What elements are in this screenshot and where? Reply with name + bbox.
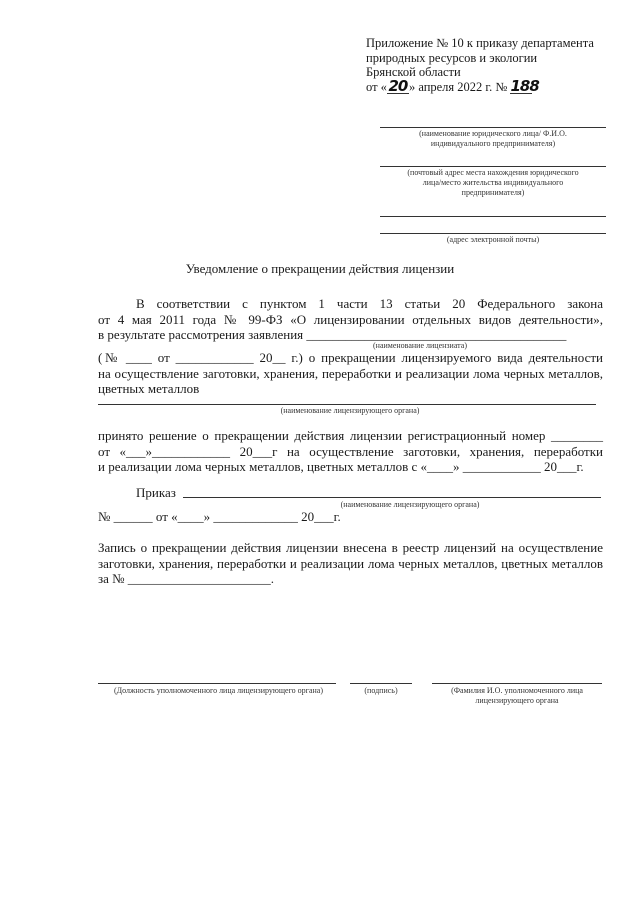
p1-line-2: от 4 мая 2011 года № 99-ФЗ «О лицензировании отдельных видов деятельности», [98, 311, 603, 327]
name-caption: (Фамилия И.О. уполномоченного лица лицензирующего органа [451, 686, 583, 705]
p1-line-4: (№ ____ от ____________ 20__ г.) о прекращении лицензируемого вида деятельности [98, 350, 603, 365]
p1-line-1: В соответствии с пунктом 1 части 13 статьи 20 Федерального закона [136, 296, 603, 311]
order-number-line: № ______ от «____» _____________ 20___г. [98, 509, 341, 524]
registry-line-3: за № ______________________. [98, 571, 275, 586]
signature-line [350, 683, 412, 684]
appendix-line-3: Брянской области [366, 65, 461, 79]
addressee-email-line [380, 233, 606, 234]
date-day-handwritten: 20 [388, 76, 408, 95]
position-signature-line [98, 683, 336, 684]
p2-line-1: принято решение о прекращении действия лицензии регистрационный номер ________ [98, 428, 603, 443]
licensee-caption: (наименование лицензиата) [373, 341, 467, 350]
signature-caption: (подпись) [364, 686, 398, 695]
p2-line-2: от «___»____________ 20___г на осуществление заготовки, хранения, переработки [98, 443, 603, 459]
order-number-handwritten: 188 [510, 76, 539, 95]
appendix-line-1: Приложение № 10 к приказу департамента [366, 36, 594, 50]
paragraph-registry [98, 540, 603, 587]
order-label: Приказ [136, 485, 176, 500]
authority-line-1 [98, 404, 596, 405]
date-prefix: от « [366, 79, 387, 94]
addressee-name-line [380, 127, 606, 128]
paragraph-decision [98, 428, 603, 475]
paragraph-legal-basis [98, 296, 603, 343]
addressee-name-caption: (наименование юридического лица/ Ф.И.О. индивидуального предпринимателя) [419, 129, 567, 148]
p2-line-3: и реализации лома черных металлов, цветных металлов с «____» ____________ 20___г. [98, 459, 584, 474]
registry-line-2: заготовки, хранения, переработки и реализации лома черных металлов, цветных металлов [98, 555, 603, 571]
addressee-email-caption: (адрес электронной почты) [446, 235, 540, 244]
paragraph-legal-basis-cont [98, 350, 603, 397]
appendix-header [366, 36, 616, 94]
appendix-date-line [366, 76, 616, 95]
name-signature-line [432, 683, 602, 684]
position-caption: (Должность уполномоченного лица лицензирующего органа) [113, 686, 323, 695]
order-authority-caption: (наименование лицензирующего органа) [340, 500, 480, 509]
authority-caption-1: (наименование лицензирующего органа) [280, 406, 420, 415]
addressee-address-line [380, 166, 606, 167]
registry-line-1: Запись о прекращении действия лицензии внесена в реестр лицензий на осуществление [98, 540, 603, 555]
order-authority-line [183, 497, 601, 498]
appendix-line-2: природных ресурсов и экологии [366, 50, 538, 65]
date-middle: » апреля 2022 г. № [408, 79, 508, 94]
addressee-address-caption: (почтовый адрес места нахождения юридического лица/место жительства индивидуального предпринимателя) [407, 168, 579, 197]
document-title: Уведомление о прекращении действия лицензии [185, 261, 455, 276]
p1-line-6: цветных металлов [98, 381, 200, 396]
p1-line-3: в результате рассмотрения заявления ________________________________________ [98, 327, 567, 342]
p1-line-5: на осуществление заготовки, хранения, переработки и реализации лома черных металлов, [98, 365, 603, 381]
addressee-extra-line [380, 216, 606, 217]
